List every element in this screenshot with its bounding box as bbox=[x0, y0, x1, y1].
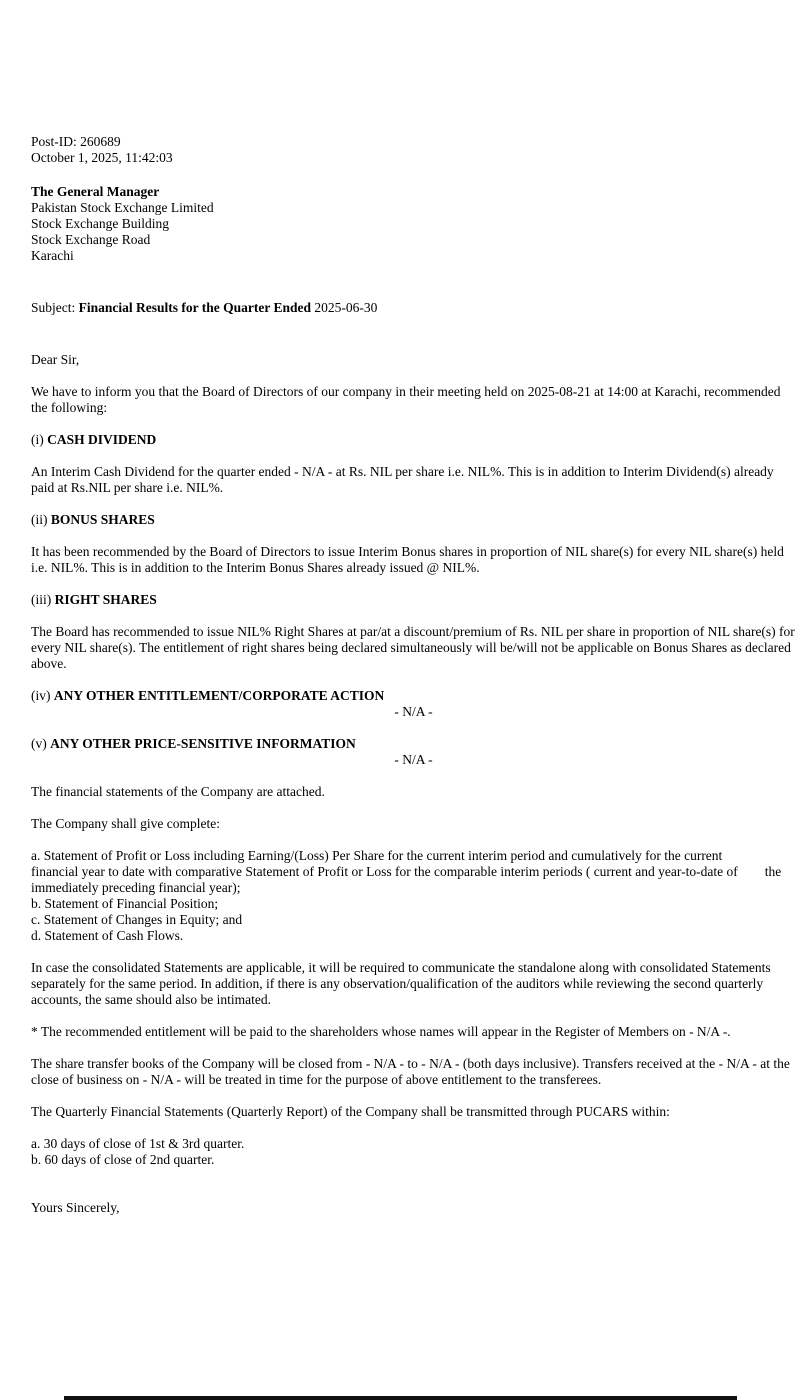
consolidated-note: In case the consolidated Statements are applicable, it will be required to communicate the standalone along with consolidated Statements separately for the same period. In addition, if there is any observation/qualification of the auditors while reviewing the second quarterly accounts, the same should also be intimated. bbox=[31, 960, 771, 1007]
quarters-list bbox=[31, 1136, 796, 1168]
section-number: (v) bbox=[31, 736, 47, 751]
statements-list bbox=[31, 848, 796, 944]
section-heading-bonus-shares bbox=[31, 512, 796, 528]
section-number: (iv) bbox=[31, 688, 51, 703]
subject-line bbox=[31, 300, 796, 316]
statement-item-a: a. Statement of Profit or Loss including Earning/(Loss) Per Share for the current interim period and cumulatively for the current financial year to date with comparative Statement of Profit or Loss for the comparable interim periods ( current and year-to-date of the immediately preceding financial year); bbox=[31, 848, 785, 895]
section-title: CASH DIVIDEND bbox=[47, 432, 157, 447]
entitlement-note: * The recommended entitlement will be paid to the shareholders whose names will appear in the Register of Members on - N/A -. bbox=[31, 1024, 731, 1039]
recipient-address-2: Stock Exchange Road bbox=[31, 232, 151, 247]
section-title: ANY OTHER PRICE-SENSITIVE INFORMATION bbox=[50, 736, 356, 751]
post-datetime: October 1, 2025, 11:42:03 bbox=[31, 150, 173, 165]
section-heading-other-entitlement bbox=[31, 688, 796, 704]
section-heading-right-shares bbox=[31, 592, 796, 608]
section-title: BONUS SHARES bbox=[50, 512, 155, 527]
section-na-price-sensitive: - N/A - bbox=[394, 752, 433, 767]
post-id: Post-ID: 260689 bbox=[31, 134, 121, 149]
salutation: Dear Sir, bbox=[31, 352, 80, 367]
section-number: (iii) bbox=[31, 592, 52, 607]
closing-salutation: Yours Sincerely, bbox=[31, 1200, 120, 1215]
subject-text: Financial Results for the Quarter Ended bbox=[78, 300, 312, 315]
subject-label: Subject: bbox=[31, 300, 76, 315]
section-number: (ii) bbox=[31, 512, 48, 527]
recipient-city: Karachi bbox=[31, 248, 74, 263]
recipient-title: The General Manager bbox=[31, 184, 160, 199]
section-heading-price-sensitive bbox=[31, 736, 796, 752]
section-number: (i) bbox=[31, 432, 44, 447]
section-na-other-entitlement: - N/A - bbox=[394, 704, 433, 719]
statement-item-d: d. Statement of Cash Flows. bbox=[31, 928, 184, 943]
section-title: RIGHT SHARES bbox=[54, 592, 157, 607]
post-meta bbox=[31, 134, 796, 166]
give-complete-note: The Company shall give complete: bbox=[31, 816, 220, 831]
section-body-right-shares: The Board has recommended to issue NIL% Right Shares at par/at a discount/premium of Rs. NIL per share in proportion of NIL share(s) for every NIL share(s). The entitlement of right shares being declared simultaneously will be/will not be applicable on Bonus Shares as declared above. bbox=[31, 624, 795, 671]
statement-item-c: c. Statement of Changes in Equity; and bbox=[31, 912, 243, 927]
attached-note: The financial statements of the Company are attached. bbox=[31, 784, 325, 799]
quarter-item-b: b. 60 days of close of 2nd quarter. bbox=[31, 1152, 215, 1167]
quarter-item-a: a. 30 days of close of 1st & 3rd quarter. bbox=[31, 1136, 245, 1151]
pucars-note: The Quarterly Financial Statements (Quarterly Report) of the Company shall be transmitted through PUCARS within: bbox=[31, 1104, 670, 1119]
transfer-books-note: The share transfer books of the Company will be closed from - N/A - to - N/A - (both days inclusive). Transfers received at the - N/A - at the close of business on - N/A - will be treated in time for the purpose of above entitlement to the transferees. bbox=[31, 1056, 790, 1087]
section-body-bonus-shares: It has been recommended by the Board of Directors to issue Interim Bonus shares in proportion of NIL share(s) for every NIL share(s) held i.e. NIL%. This is in addition to the Interim Bonus Shares already issued @ NIL%. bbox=[31, 544, 784, 575]
footer-bar bbox=[64, 1396, 737, 1400]
recipient-address-1: Stock Exchange Building bbox=[31, 216, 169, 231]
section-title: ANY OTHER ENTITLEMENT/CORPORATE ACTION bbox=[53, 688, 385, 703]
subject-date: 2025-06-30 bbox=[314, 300, 378, 315]
intro-paragraph: We have to inform you that the Board of Directors of our company in their meeting held on 2025-08-21 at 14:00 at Karachi, recommended the following: bbox=[31, 384, 781, 415]
recipient-block bbox=[31, 184, 796, 264]
section-heading-cash-dividend bbox=[31, 432, 796, 448]
recipient-company: Pakistan Stock Exchange Limited bbox=[31, 200, 214, 215]
statement-item-b: b. Statement of Financial Position; bbox=[31, 896, 219, 911]
section-body-cash-dividend: An Interim Cash Dividend for the quarter ended - N/A - at Rs. NIL per share i.e. NIL%. This is in addition to Interim Dividend(s) already paid at Rs.NIL per share i.e. NIL%. bbox=[31, 464, 774, 495]
